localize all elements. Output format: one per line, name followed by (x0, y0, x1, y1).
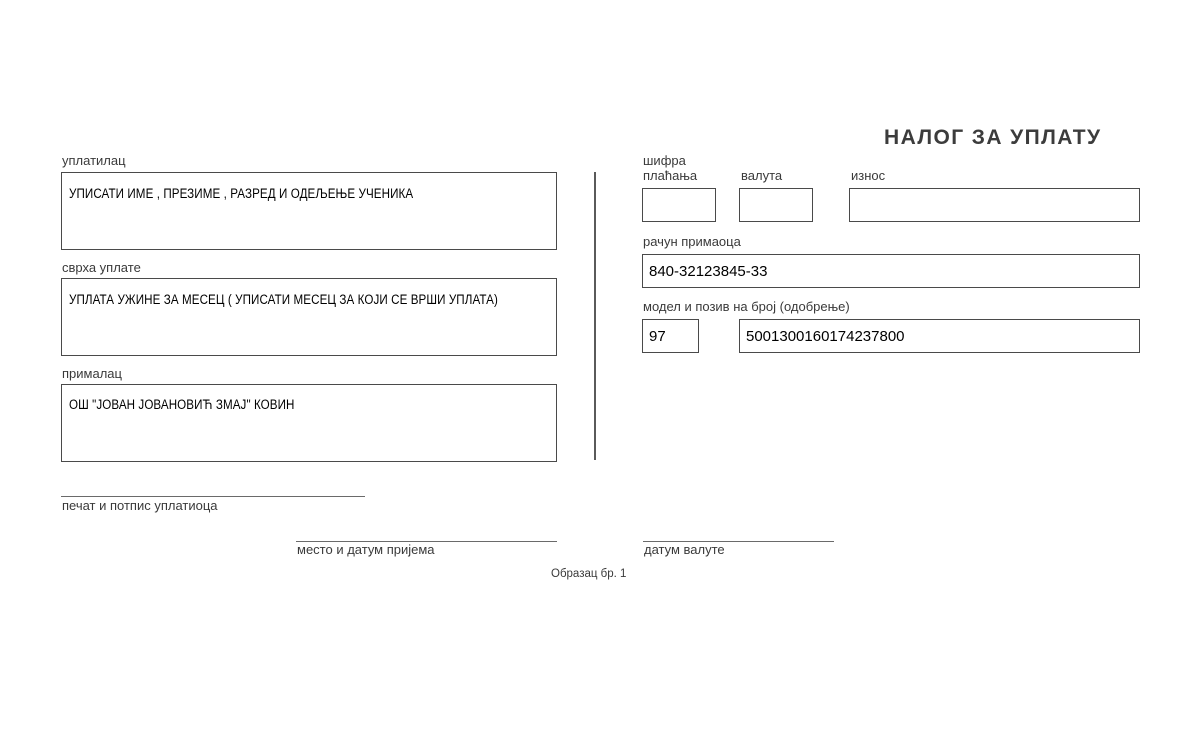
payment-code-label-line1: шифра (643, 153, 686, 168)
payment-code-label-line2: плаћања (643, 168, 698, 183)
model-reference-label: модел и позив на број (одобрење) (643, 299, 850, 314)
payer-value: УПИСАТИ ИМЕ , ПРЕЗИМЕ , РАЗРЕД И ОДЕЉЕЊЕ УЧЕНИКА (69, 186, 414, 201)
recipient-field[interactable] (61, 384, 557, 462)
recipient-label: прималац (62, 366, 122, 381)
currency-field[interactable] (739, 188, 813, 222)
reference-number-field[interactable] (739, 319, 1140, 353)
payer-field[interactable] (61, 172, 557, 250)
account-value: 840-32123845-33 (649, 263, 768, 280)
purpose-label: сврха уплате (62, 260, 141, 275)
currency-label: валута (741, 168, 783, 183)
purpose-field[interactable] (61, 278, 557, 356)
payment-code-field[interactable] (642, 188, 716, 222)
value-date-label: датум валуте (644, 542, 725, 557)
account-label: рачун примаоца (643, 234, 741, 249)
account-field[interactable] (642, 254, 1140, 288)
column-divider (594, 172, 596, 460)
form-title: НАЛОГ ЗА УПЛАТУ (884, 126, 1102, 149)
amount-field[interactable] (849, 188, 1140, 222)
model-field[interactable] (642, 319, 699, 353)
recipient-value: ОШ "ЈОВАН ЈОВАНОВИЋ ЗМАЈ" КОВИН (69, 397, 295, 412)
form-number: Образац бр. 1 (551, 568, 627, 580)
amount-label: износ (851, 168, 886, 183)
payer-label: уплатилац (62, 153, 126, 168)
reference-number-value: 5001300160174237800 (746, 328, 905, 345)
model-value: 97 (649, 328, 666, 345)
purpose-value: УПЛАТА УЖИНЕ ЗА МЕСЕЦ ( УПИСАТИ МЕСЕЦ ЗА КОЈИ СЕ ВРШИ УПЛАТА) (69, 292, 498, 307)
signature-label: печат и потпис уплатиоца (62, 498, 218, 513)
place-date-label: место и датум пријема (297, 542, 435, 557)
